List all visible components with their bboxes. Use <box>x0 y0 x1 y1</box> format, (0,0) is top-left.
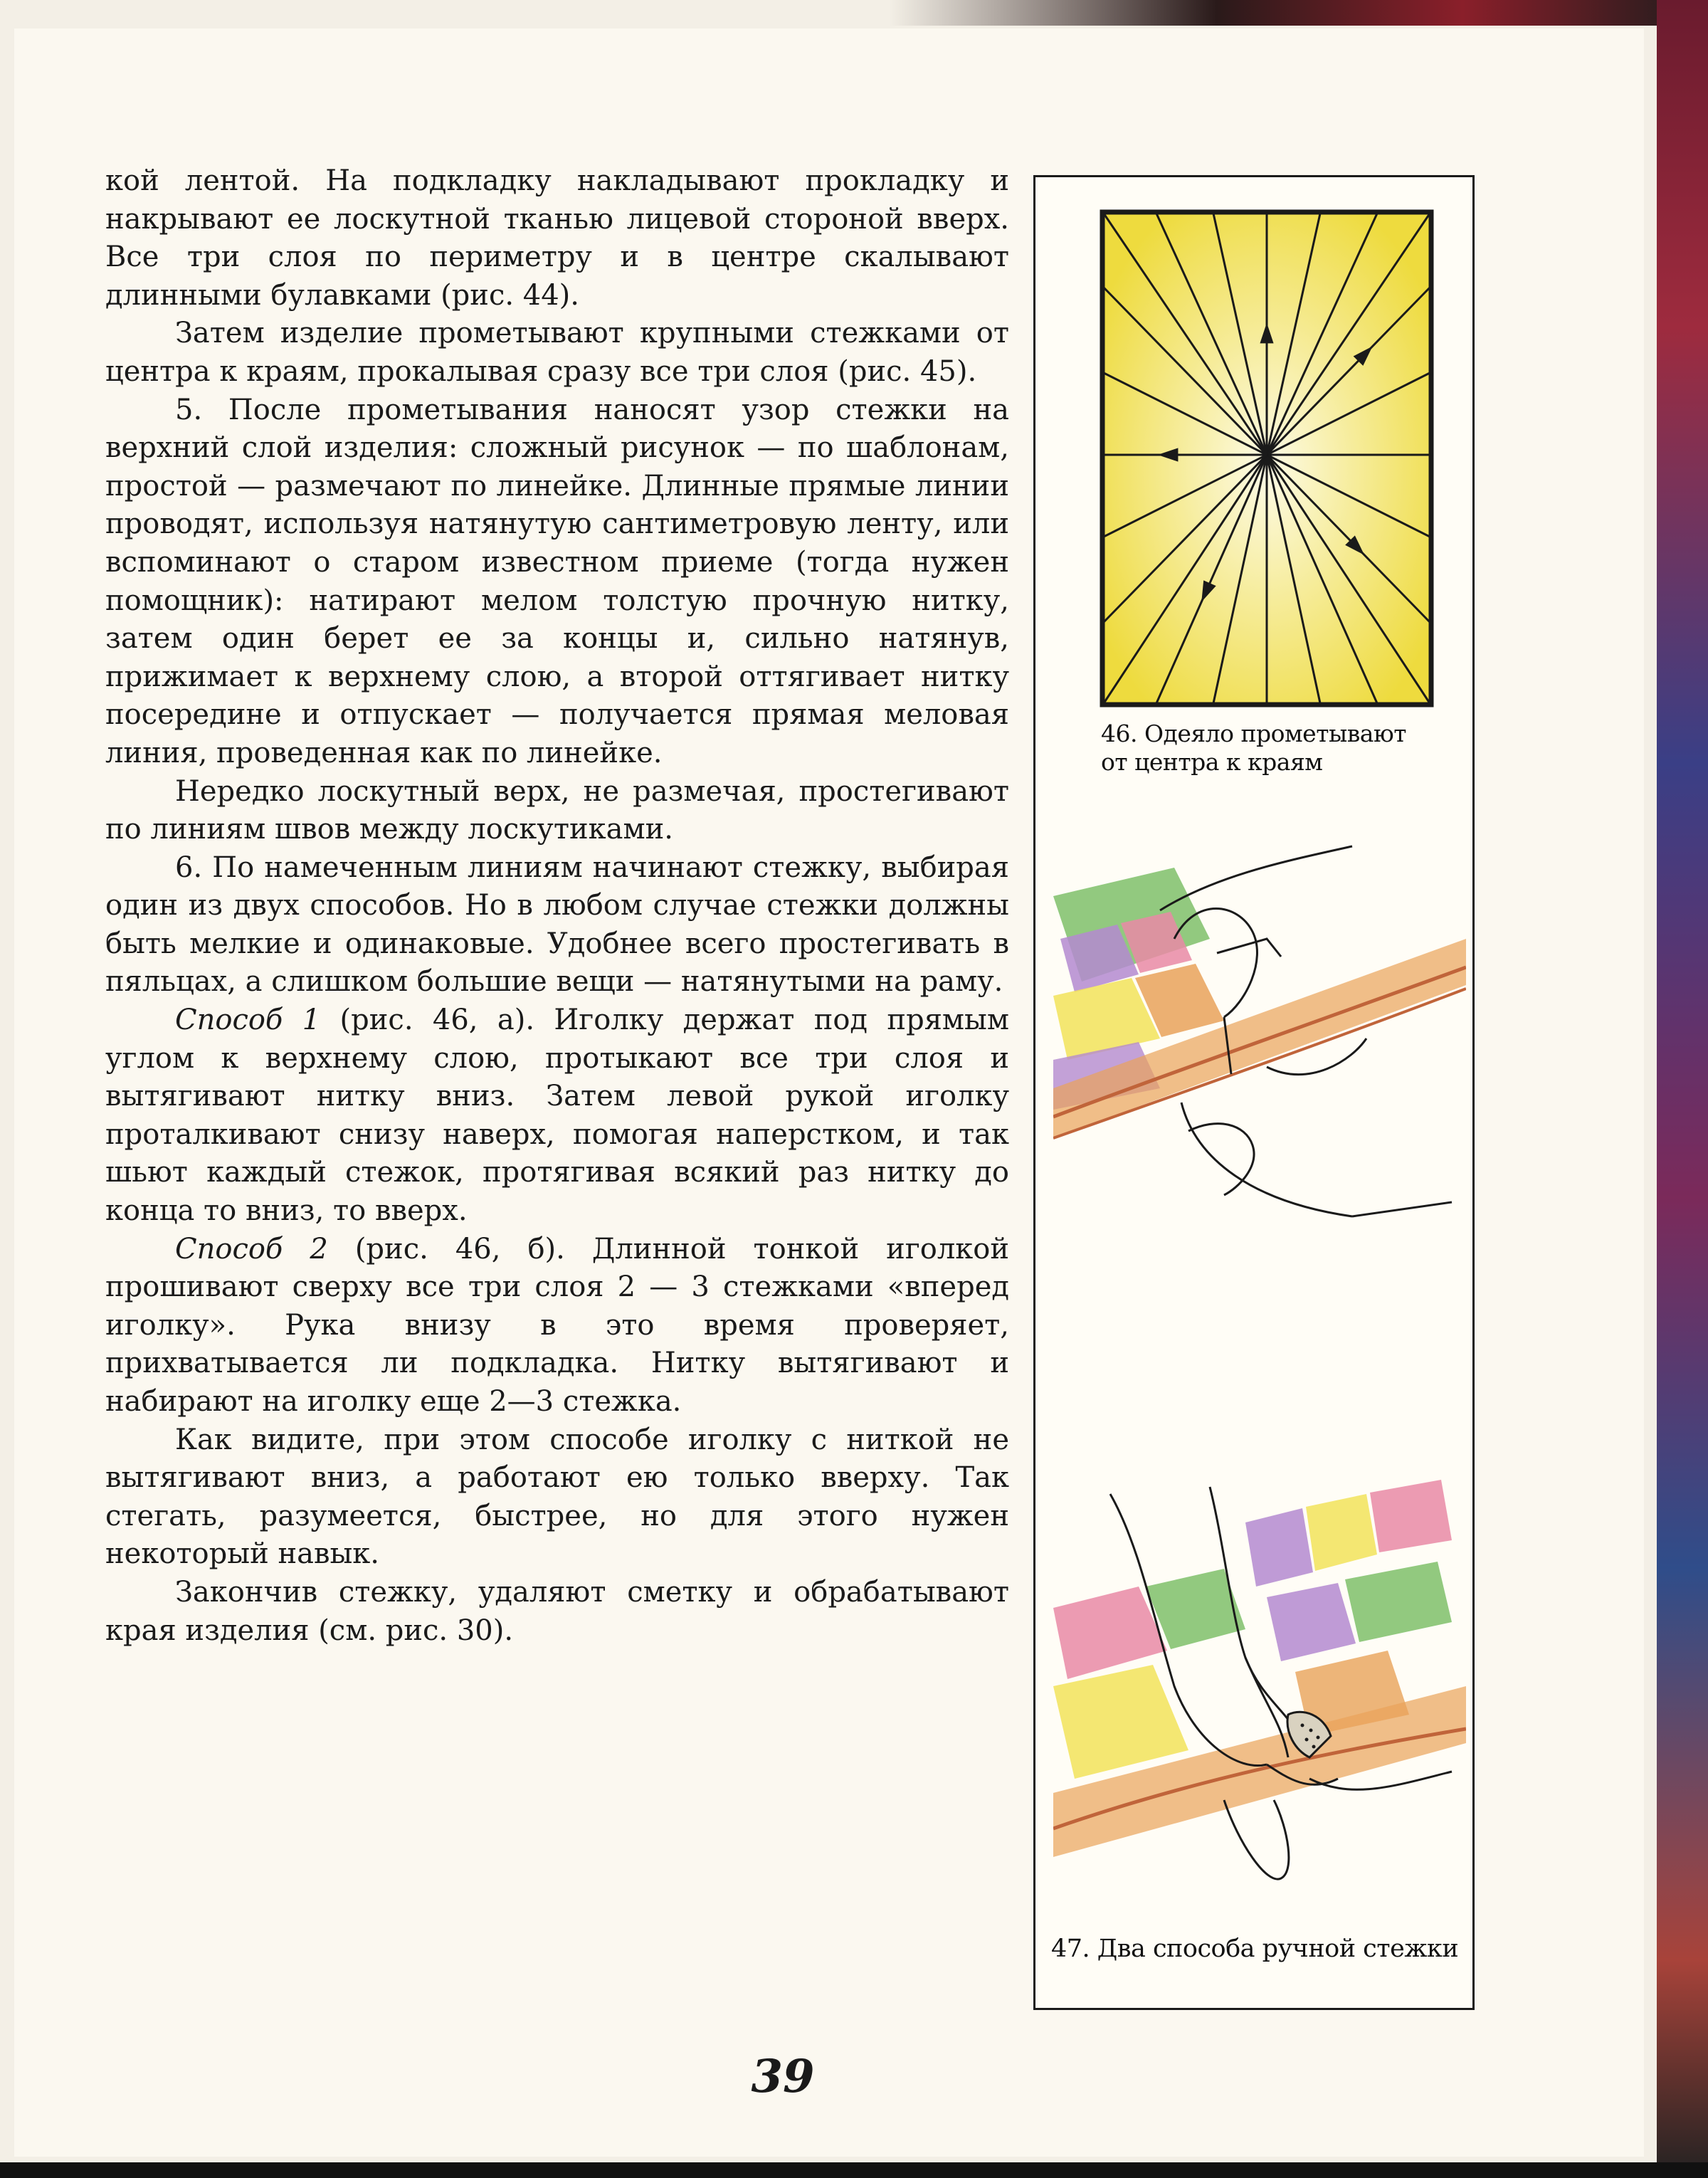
method-1-text: (рис. 46, а). Иголку держат под прямым углом к верхнему слою, протыкают все три слоя и вытягивают нитку вниз. Затем левой рукой иголку проталкивают снизу наверх, помогая наперстком, и так шьют каждый стежок, протягивая всякий раз нитку до конца то вниз, то вверх. <box>105 1004 1009 1228</box>
quilt-patches-top <box>1053 868 1466 1138</box>
paragraph-9: Закончив стежку, удаляют сметку и обрабатывают края изделия (см. рис. 30). <box>105 1575 1009 1647</box>
page-number: 39 <box>751 2050 815 2103</box>
body-text <box>105 162 1009 1650</box>
paragraph-6 <box>105 1001 1009 1231</box>
scan-bottom-edge <box>0 2162 1708 2178</box>
book-cover-edge <box>1657 0 1708 2178</box>
method-2-text: (рис. 46, б). Длинной тонкой иголкой прошивают сверху все три слоя 2 — 3 стежками «вперед иголку». Рука внизу в это время проверяет, прихватывается ли подкладка. Нитку вытягивают и набирают на иголку еще 2—3 стежка. <box>105 1232 1009 1418</box>
paragraph-4: Нередко лоскутный верх, не размечая, простегивают по линиям швов между лоскутиками. <box>105 774 1009 846</box>
paragraph-3: 5. После прометывания наносят узор стежки на верхний слой изделия: сложный рисунок — по шаблонам, простой — размечают по линейке. Длинные прямые линии проводят, используя натянутую сантиметровую ленту, или вспоминают о старом известном приеме (тогда нужен помощник): натирают мелом толстую прочную нитку, затем один берет ее за концы и, сильно натянув, прижимает к верхнему слою, а второй оттягивает нитку посередине и отпускает — получается прямая меловая линия, проведенная как по линейке. <box>105 393 1009 769</box>
page-top-band <box>890 0 1708 26</box>
figure-47-hand-quilting-illustration <box>1053 832 1466 1914</box>
figure-46-quilt-basting-diagram <box>1100 209 1434 707</box>
paragraph-7 <box>105 1231 1009 1421</box>
figure-47-caption: 47. Два способа ручной стежки <box>1051 1935 1459 1963</box>
figure-46-caption: 46. Одеяло прометывают от центра к краям <box>1101 720 1406 776</box>
paragraph-1: кой лентой. На подкладку накладывают прокладку и накрывают ее лоскутной тканью лицевой стороной вверх. Все три слоя по периметру и в центре скалывают длинными булавками (рис. 44). <box>105 164 1009 312</box>
paragraph-8: Как видите, при этом способе иголку с ниткой не вытягивают вниз, а работают ею только вверху. Так стегать, разумеется, быстрее, но для этого нужен некоторый навык. <box>105 1423 1009 1571</box>
quilt-patches-bottom <box>1053 1480 1466 1857</box>
figure-panel <box>1033 175 1475 2010</box>
method-2-label: Способ 2 <box>175 1232 328 1266</box>
method-1-label: Способ 1 <box>175 1004 321 1037</box>
paragraph-2: Затем изделие прометывают крупными стежками от центра к краям, прокалывая сразу все три слоя (рис. 45). <box>105 317 1009 388</box>
paragraph-5: 6. По намеченным линиям начинают стежку, выбирая один из двух способов. Но в любом случае стежки должны быть мелкие и одинаковые. Удобнее всего простегивать в пяльцах, а слишком большие вещи — натянутыми на раму. <box>105 851 1009 999</box>
